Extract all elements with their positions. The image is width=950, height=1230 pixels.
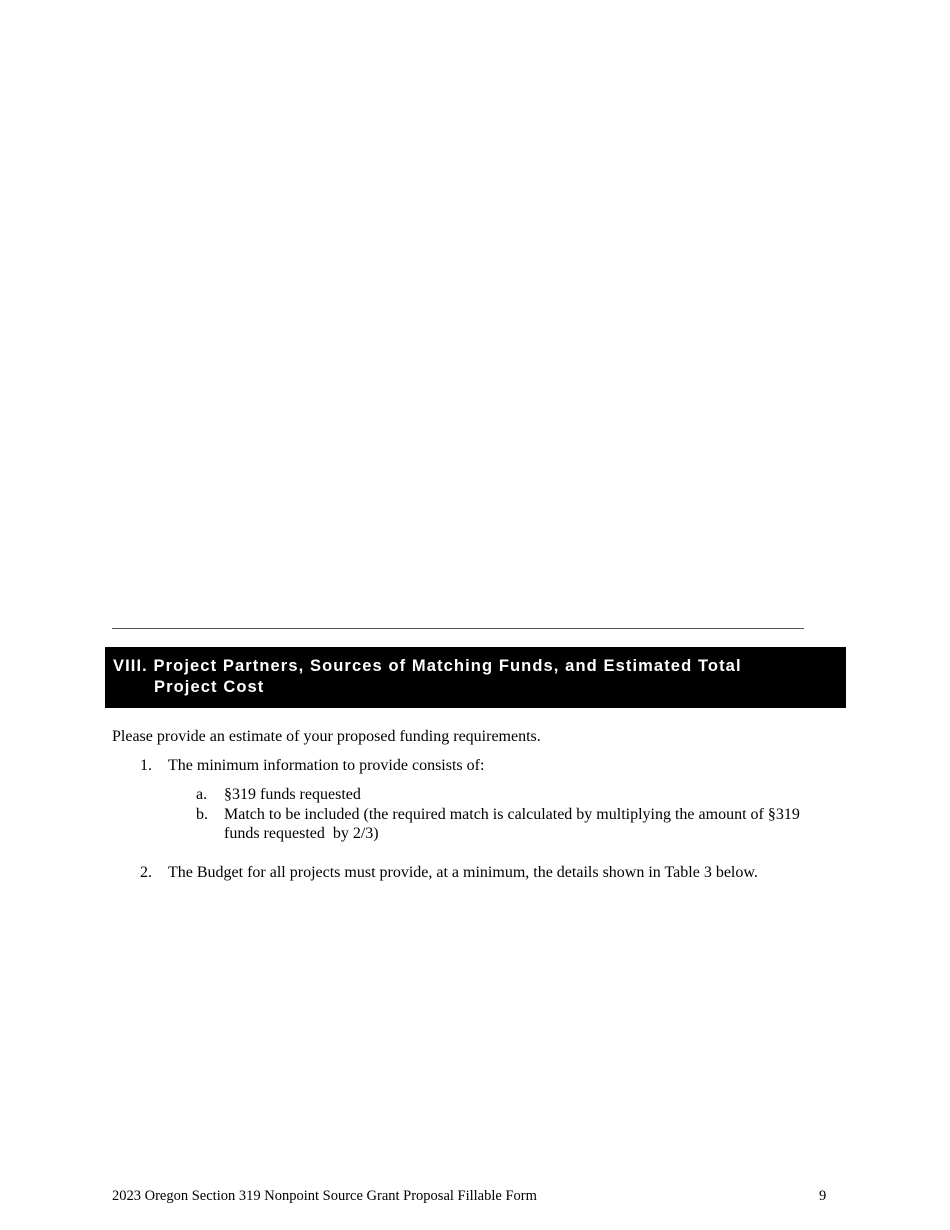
intro-paragraph: Please provide an estimate of your proposed funding requirements. bbox=[112, 728, 541, 745]
section-title-line2: Project Cost bbox=[154, 678, 265, 696]
sub-item-letter: a. bbox=[196, 786, 208, 803]
list-item-text: The Budget for all projects must provide, at a minimum, the details shown in Table 3 below. bbox=[168, 864, 758, 881]
horizontal-divider bbox=[112, 628, 804, 629]
page-number: 9 bbox=[819, 1188, 827, 1204]
footer-title: 2023 Oregon Section 319 Nonpoint Source Grant Proposal Fillable Form bbox=[112, 1188, 537, 1204]
section-header bbox=[105, 647, 846, 708]
sub-item-text-line1: Match to be included (the required match is calculated by multiplying the amount of §319 bbox=[224, 806, 800, 823]
sub-item-letter: b. bbox=[196, 806, 208, 823]
sub-item-text-line2: funds requested by 2/3) bbox=[224, 825, 379, 842]
section-title-line1: VIII. Project Partners, Sources of Matching Funds, and Estimated Total bbox=[113, 657, 742, 675]
list-item-number: 2. bbox=[140, 864, 152, 881]
sub-item-text: §319 funds requested bbox=[224, 786, 361, 803]
list-item-number: 1. bbox=[140, 757, 152, 774]
list-item-text: The minimum information to provide consists of: bbox=[168, 757, 485, 774]
